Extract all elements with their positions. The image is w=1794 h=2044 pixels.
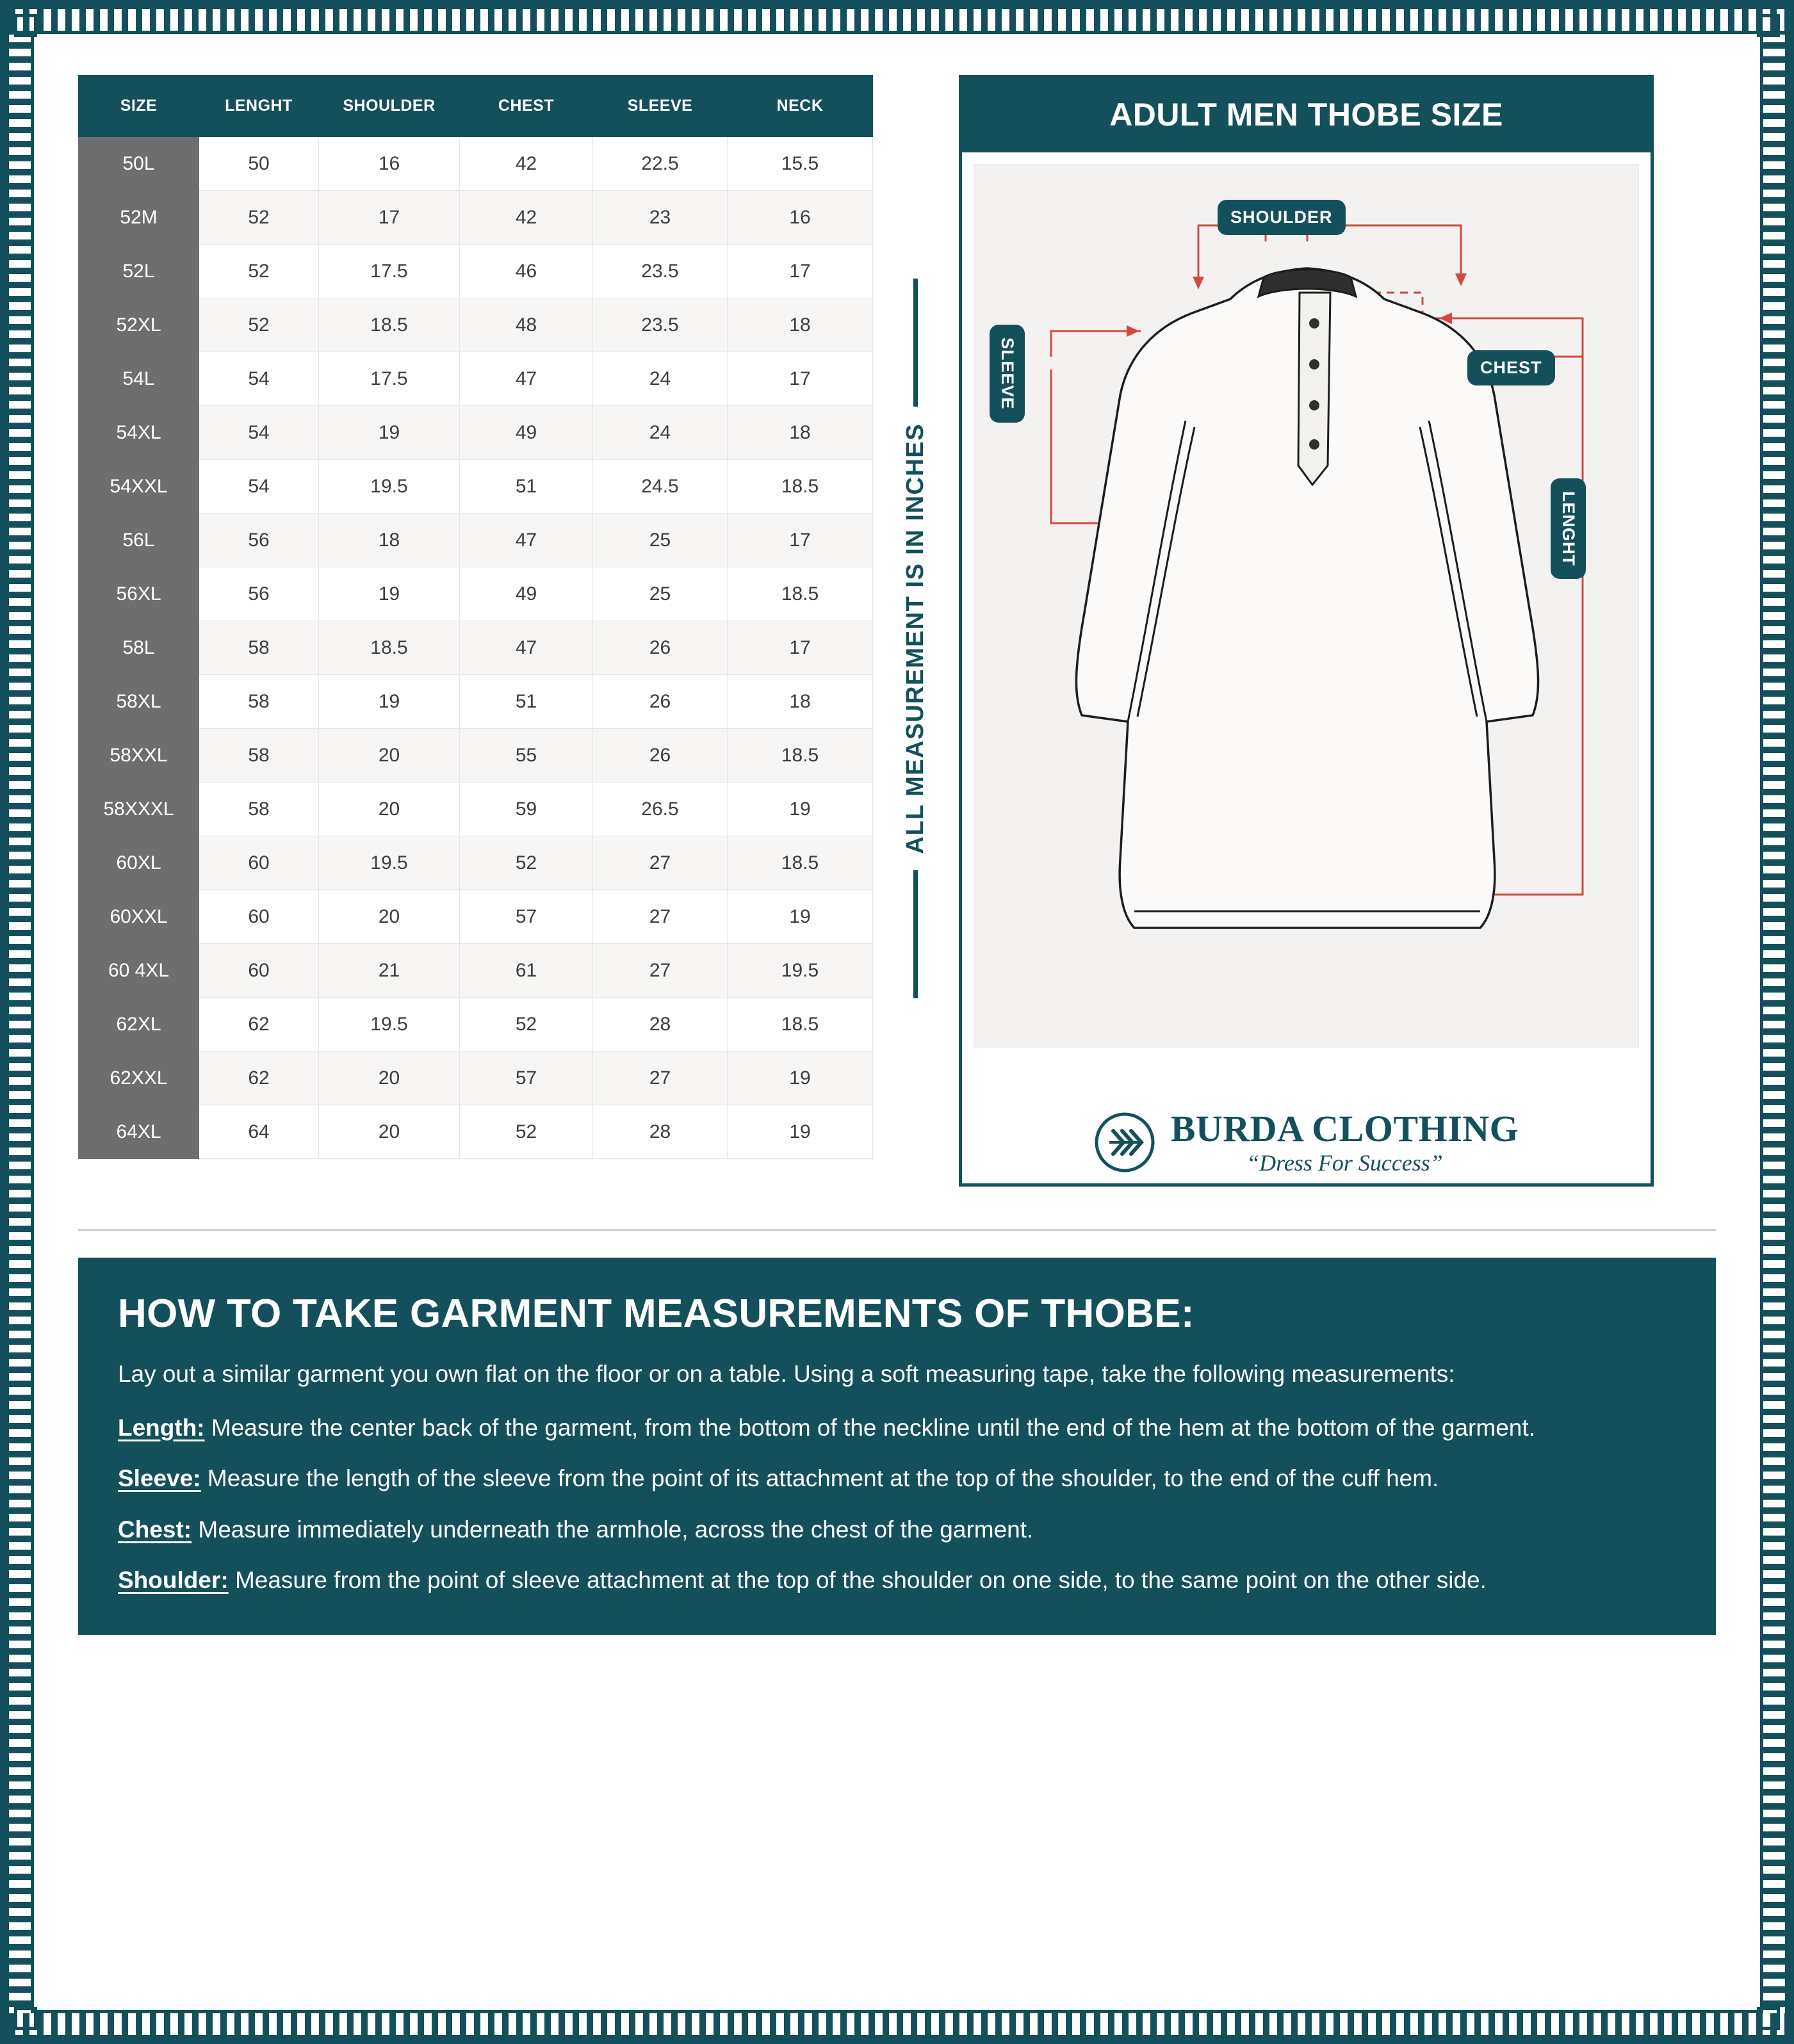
table-row [79,783,873,836]
how-to-item-sleeve [118,1463,1676,1495]
cell-neck: 19 [728,890,873,944]
cell-sleeve: 22.5 [593,137,728,191]
table-row [79,675,873,729]
cell-shoulder: 19 [319,406,460,460]
cell-neck: 15.5 [728,137,873,191]
corner-ornament-bottom-right [1757,2007,1780,2030]
cell-lenght: 56 [199,514,319,567]
burda-logo-icon [1094,1112,1155,1173]
cell-size: 56XL [79,567,199,621]
cell-shoulder: 18 [319,514,460,567]
cell-chest: 57 [460,890,593,944]
cell-size: 52L [79,245,199,298]
how-to-item-length [118,1412,1676,1444]
section-divider [78,1229,1716,1231]
how-to-measure-panel [78,1258,1716,1635]
brand-tagline: “Dress For Success” [1246,1150,1443,1176]
cell-neck: 18.5 [728,567,873,621]
cell-sleeve: 27 [593,836,728,890]
how-to-title: HOW TO TAKE GARMENT MEASUREMENTS OF THOBE: [118,1292,1195,1336]
cell-lenght: 58 [199,675,319,729]
illustration-panel [959,75,1654,1187]
cell-chest: 52 [460,1105,593,1159]
size-table [78,75,873,1159]
cell-lenght: 58 [199,729,319,783]
cell-chest: 51 [460,675,593,729]
cell-lenght: 50 [199,137,319,191]
cell-chest: 59 [460,783,593,836]
cell-sleeve: 28 [593,1105,728,1159]
table-row [79,245,873,298]
cell-neck: 17 [728,352,873,406]
cell-neck: 18 [728,298,873,352]
cell-lenght: 52 [199,245,319,298]
cell-shoulder: 19 [319,675,460,729]
cell-shoulder: 21 [319,944,460,998]
thobe-diagram [974,164,1639,1048]
cell-sleeve: 23.5 [593,298,728,352]
size-chart-page [40,40,1754,2004]
term-length: Length: [118,1414,205,1441]
cell-sleeve: 24 [593,352,728,406]
column-header-size: SIZE [79,76,199,137]
top-section [78,75,1716,1202]
cell-lenght: 54 [199,352,319,406]
note-text: ALL MEASUREMENT IS IN INCHES [902,423,929,854]
cell-shoulder: 20 [319,1051,460,1105]
cell-size: 58XL [79,675,199,729]
cell-size: 60XXL [79,890,199,944]
cell-sleeve: 27 [593,1051,728,1105]
cell-shoulder: 18.5 [319,621,460,675]
cell-sleeve: 27 [593,890,728,944]
corner-ornament-bottom-left [14,2007,37,2030]
cell-size: 54L [79,352,199,406]
cell-lenght: 64 [199,1105,319,1159]
thobe-drawing [974,165,1636,1047]
cell-neck: 18.5 [728,836,873,890]
measurement-unit-note [872,75,959,1202]
table-row [79,621,873,675]
cell-size: 52M [79,191,199,245]
table-row [79,298,873,352]
cell-neck: 19.5 [728,944,873,998]
cell-neck: 19 [728,1105,873,1159]
cell-lenght: 58 [199,621,319,675]
cell-sleeve: 26 [593,621,728,675]
table-header-row [79,76,873,137]
cell-size: 60 4XL [79,944,199,998]
cell-sleeve: 27 [593,944,728,998]
cell-chest: 49 [460,567,593,621]
cell-chest: 55 [460,729,593,783]
cell-lenght: 62 [199,998,319,1051]
cell-chest: 49 [460,406,593,460]
cell-size: 62XXL [79,1051,199,1105]
cell-lenght: 56 [199,567,319,621]
cell-chest: 47 [460,352,593,406]
text-sleeve: Measure the length of the sleeve from the point of its attachment at the top of the shoulder, to the end of the cuff hem. [200,1465,1439,1492]
table-row [79,137,873,191]
cell-chest: 46 [460,245,593,298]
term-sleeve: Sleeve: [118,1465,201,1492]
cell-chest: 52 [460,836,593,890]
cell-shoulder: 20 [319,783,460,836]
cell-size: 62XL [79,998,199,1051]
corner-ornament-top-left [14,14,37,37]
how-to-item-shoulder [118,1564,1676,1596]
table-row [79,729,873,783]
term-shoulder: Shoulder: [118,1567,229,1594]
cell-chest: 61 [460,944,593,998]
cell-shoulder: 19.5 [319,836,460,890]
cell-size: 50L [79,137,199,191]
cell-size: 54XXL [79,460,199,514]
cell-neck: 17 [728,621,873,675]
cell-sleeve: 23.5 [593,245,728,298]
label-sleeve: SLEEVE [990,325,1025,423]
cell-chest: 47 [460,514,593,567]
cell-sleeve: 25 [593,567,728,621]
brand-name: BURDA CLOTHING [1170,1108,1519,1149]
label-shoulder: SHOULDER [1218,200,1346,235]
table-row [79,836,873,890]
table-row [79,1051,873,1105]
cell-shoulder: 18.5 [319,298,460,352]
cell-lenght: 52 [199,298,319,352]
cell-lenght: 60 [199,836,319,890]
cell-chest: 52 [460,998,593,1051]
cell-neck: 19 [728,1051,873,1105]
cell-chest: 57 [460,1051,593,1105]
cell-neck: 16 [728,191,873,245]
cell-shoulder: 19.5 [319,998,460,1051]
cell-neck: 18.5 [728,460,873,514]
cell-lenght: 58 [199,783,319,836]
size-table-container [78,75,872,1159]
label-lenght: LENGHT [1551,478,1586,579]
text-chest: Measure immediately underneath the armhole, across the chest of the garment. [192,1516,1034,1543]
text-length: Measure the center back of the garment, from the bottom of the neckline until the end of the hem at the bottom of the garment. [204,1414,1535,1441]
cell-lenght: 52 [199,191,319,245]
brand-lockup [962,1110,1651,1174]
table-row [79,890,873,944]
cell-neck: 18 [728,675,873,729]
cell-sleeve: 24.5 [593,460,728,514]
cell-shoulder: 19.5 [319,460,460,514]
cell-shoulder: 20 [319,1105,460,1159]
cell-neck: 17 [728,514,873,567]
cell-lenght: 60 [199,890,319,944]
cell-neck: 18.5 [728,998,873,1051]
cell-shoulder: 19 [319,567,460,621]
cell-sleeve: 23 [593,191,728,245]
table-row [79,567,873,621]
cell-size: 64XL [79,1105,199,1159]
column-header-sleeve: SLEEVE [593,76,728,137]
note-rule-top [913,279,918,407]
how-to-item-chest [118,1514,1676,1546]
cell-neck: 18 [728,406,873,460]
cell-sleeve: 26.5 [593,783,728,836]
cell-size: 56L [79,514,199,567]
note-rule-bottom [913,870,918,998]
table-row [79,1105,873,1159]
table-row [79,514,873,567]
cell-shoulder: 17.5 [319,245,460,298]
table-body [79,137,873,1159]
table-row [79,191,873,245]
cell-size: 52XL [79,298,199,352]
cell-size: 58XXL [79,729,199,783]
brand-text [1171,1110,1519,1174]
cell-sleeve: 28 [593,998,728,1051]
cell-shoulder: 16 [319,137,460,191]
cell-chest: 42 [460,137,593,191]
cell-chest: 42 [460,191,593,245]
how-to-intro: Lay out a similar garment you own flat on the floor or on a table. Using a soft measuring tape, take the following measurements: [118,1361,1455,1387]
cell-chest: 48 [460,298,593,352]
table-row [79,944,873,998]
term-chest: Chest: [118,1516,192,1543]
cell-size: 58L [79,621,199,675]
cell-neck: 19 [728,783,873,836]
cell-chest: 47 [460,621,593,675]
cell-sleeve: 24 [593,406,728,460]
table-row [79,406,873,460]
cell-neck: 17 [728,245,873,298]
column-header-neck: NECK [728,76,873,137]
cell-shoulder: 20 [319,729,460,783]
cell-lenght: 54 [199,460,319,514]
cell-neck: 18.5 [728,729,873,783]
column-header-shoulder: SHOULDER [319,76,460,137]
table-row [79,460,873,514]
cell-shoulder: 20 [319,890,460,944]
label-chest: CHEST [1467,350,1555,385]
cell-sleeve: 25 [593,514,728,567]
cell-lenght: 54 [199,406,319,460]
cell-sleeve: 26 [593,675,728,729]
illustration-title: ADULT MEN THOBE SIZE [962,78,1651,152]
table-row [79,998,873,1051]
cell-lenght: 62 [199,1051,319,1105]
cell-sleeve: 26 [593,729,728,783]
cell-size: 58XXXL [79,783,199,836]
cell-shoulder: 17 [319,191,460,245]
column-header-lenght: LENGHT [199,76,319,137]
corner-ornament-top-right [1757,14,1780,37]
text-shoulder: Measure from the point of sleeve attachment at the top of the shoulder on one side, to the same point on the other side. [228,1567,1487,1594]
cell-shoulder: 17.5 [319,352,460,406]
cell-lenght: 60 [199,944,319,998]
illustration-body [962,152,1651,1183]
cell-size: 60XL [79,836,199,890]
cell-chest: 51 [460,460,593,514]
cell-size: 54XL [79,406,199,460]
table-row [79,352,873,406]
column-header-chest: CHEST [460,76,593,137]
